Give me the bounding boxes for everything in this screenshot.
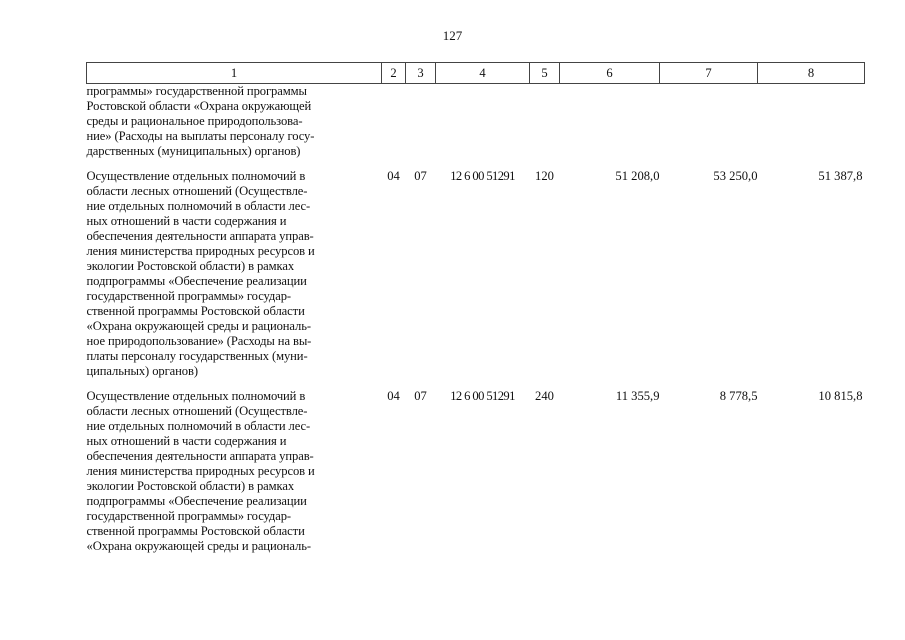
description-line: области лесных отношений (Осуществле- (86, 404, 308, 418)
description-line: области лесных отношений (Осуществле- (86, 184, 308, 198)
table-row (87, 389, 865, 554)
section-code: 04 (387, 389, 400, 403)
column-header-5: 5 (530, 63, 560, 84)
description-line: ние отдельных полномочий в области лес- (86, 199, 311, 213)
page-number: 127 (442, 28, 463, 43)
description-line: программы» государственной программы (86, 84, 307, 98)
subsection-code: 07 (414, 389, 427, 403)
header-row (87, 63, 865, 84)
description-line: ления министерства природных ресурсов и (86, 464, 315, 478)
description-line: подпрограммы «Обеспечение реализации (86, 274, 307, 288)
column-header-4: 4 (436, 63, 530, 84)
column-header-8: 8 (758, 63, 865, 84)
continuation-description (87, 84, 382, 160)
column-header-2: 2 (382, 63, 406, 84)
target-article-code: 12 6 00 51291 (450, 169, 515, 183)
row-description (87, 169, 382, 379)
expense-type-code: 240 (535, 389, 554, 403)
description-line: ципальных) органов) (86, 364, 198, 378)
budget-table (86, 62, 865, 554)
description-line: Осуществление отдельных полномочий в (86, 169, 306, 183)
row-description (87, 389, 382, 554)
description-line: ления министерства природных ресурсов и (86, 244, 315, 258)
description-line: экологии Ростовской области) в рамках (86, 259, 295, 273)
description-line: ственной программы Ростовской области (86, 304, 305, 318)
description-line: среды и рациональное природопользова- (86, 114, 303, 128)
description-line: Ростовской области «Охрана окружающей (86, 99, 312, 113)
description-line: ных отношений в части содержания и (86, 434, 287, 448)
description-line: Осуществление отдельных полномочий в (86, 389, 306, 403)
column-header-3: 3 (406, 63, 436, 84)
description-line: ных отношений в части содержания и (86, 214, 287, 228)
target-article-code: 12 6 00 51291 (450, 389, 515, 403)
description-line: обеспечения деятельности аппарата управ- (86, 449, 314, 463)
description-line: ное природопользование» (Расходы на вы- (86, 334, 312, 348)
description-line: ственной программы Ростовской области (86, 524, 305, 538)
amount-col-8: 10 815,8 (818, 389, 863, 403)
column-header-7: 7 (660, 63, 758, 84)
amount-col-6: 51 208,0 (615, 169, 660, 183)
column-header-1: 1 (87, 63, 382, 84)
column-header-6: 6 (560, 63, 660, 84)
description-line: дарственных (муниципальных) органов) (86, 144, 301, 158)
expense-type-code: 120 (535, 169, 554, 183)
continuation-row (87, 84, 865, 160)
description-line: ние отдельных полномочий в области лес- (86, 419, 311, 433)
subsection-code: 07 (414, 169, 427, 183)
description-line: государственной программы» государ- (86, 289, 292, 303)
section-code: 04 (387, 169, 400, 183)
description-line: «Охрана окружающей среды и рациональ- (86, 539, 311, 553)
description-line: платы персоналу государственных (муни- (86, 349, 308, 363)
description-line: государственной программы» государ- (86, 509, 292, 523)
amount-col-7: 53 250,0 (713, 169, 758, 183)
description-line: «Охрана окружающей среды и рациональ- (86, 319, 311, 333)
amount-col-7: 8 778,5 (719, 389, 758, 403)
amount-col-6: 11 355,9 (615, 389, 660, 403)
amount-col-8: 51 387,8 (818, 169, 863, 183)
description-line: экологии Ростовской области) в рамках (86, 479, 295, 493)
description-line: подпрограммы «Обеспечение реализации (86, 494, 307, 508)
description-line: ние» (Расходы на выплаты персоналу госу- (86, 129, 315, 143)
table-row (87, 169, 865, 379)
description-line: обеспечения деятельности аппарата управ- (86, 229, 314, 243)
